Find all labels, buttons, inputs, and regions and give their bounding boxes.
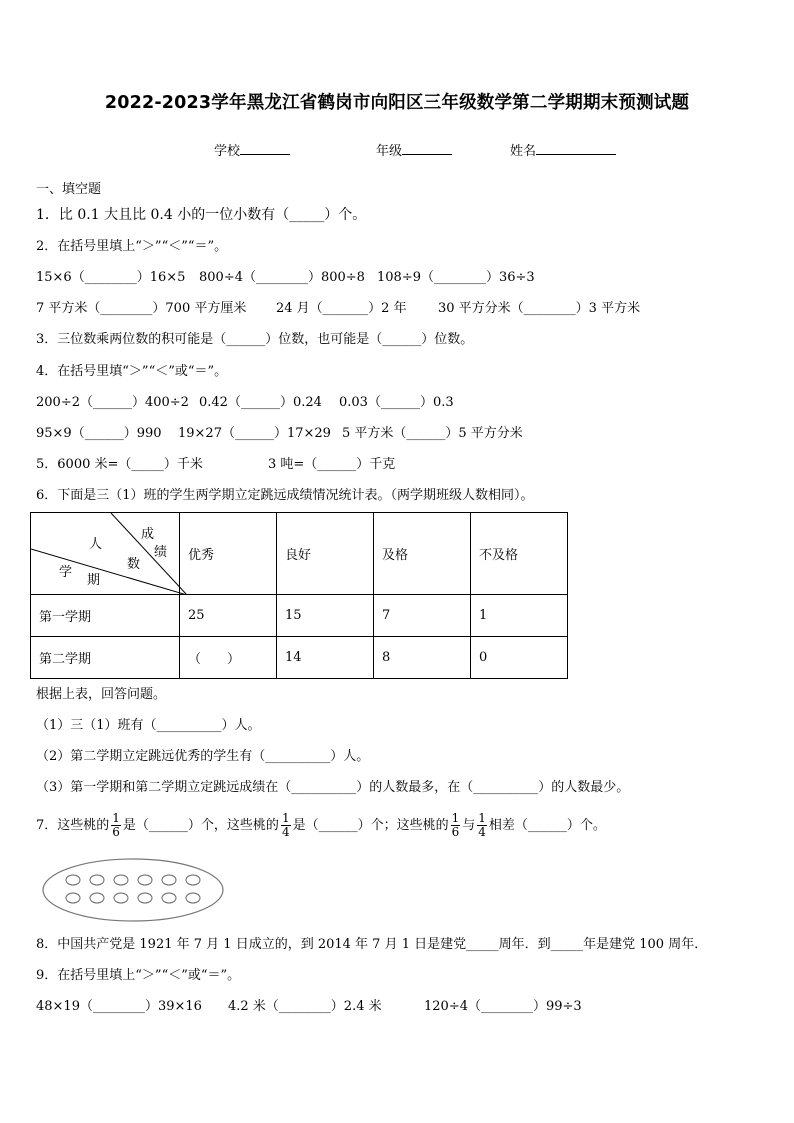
table-cell: 25: [180, 595, 277, 637]
peach-icon: [186, 875, 200, 885]
question-1: 1．比 0.1 大且比 0.4 小的一位小数有（_____）个。: [36, 207, 367, 223]
peach-icon: [90, 893, 104, 903]
question-9-row1-b: 4.2 米（________）2.4 米: [228, 999, 382, 1014]
peach-plate-icon: [43, 859, 223, 921]
diag-qi: 期: [87, 573, 101, 588]
q7-part5: 相差（______）个。: [488, 818, 606, 833]
question-7: [36, 806, 606, 846]
question-4-row1-c: 0.03（______）0.3: [339, 395, 454, 410]
question-4-row1-a: 200÷2（______）400÷2: [36, 395, 189, 410]
school-blank[interactable]: [240, 142, 290, 155]
question-4-row2-a: 95×9（______）990: [36, 426, 162, 441]
page-title: 2022-2023学年黑龙江省鹤岗市向阳区三年级数学第二学期期末预测试题: [104, 93, 690, 113]
peach-icon: [114, 893, 128, 903]
question-4-stem: 4．在括号里填“＞”“＜”或“＝”。: [36, 364, 228, 379]
name-blank[interactable]: [536, 142, 616, 155]
header-pass: 及格: [374, 513, 471, 595]
fraction-one-quarter: $\frac{1}{4}$: [281, 811, 290, 839]
question-6-after: 根据上表，回答问题。: [36, 687, 167, 702]
grade-label: 年级: [376, 144, 403, 159]
fraction-one-quarter-2: $\frac{1}{4}$: [478, 811, 486, 839]
q7-part2: 是（______）个，这些桃的: [122, 818, 279, 833]
question-2-row2-c: 30 平方分米（________）3 平方米: [438, 301, 641, 316]
fraction-one-sixth-2: $\frac{1}{6}$: [451, 811, 460, 839]
q7-part3: 是（______）个；这些桃的: [292, 818, 449, 833]
question-2-row1-c: 108÷9（________）36÷3: [377, 270, 535, 285]
table-header-row: [31, 513, 568, 595]
peach-icon: [138, 893, 152, 903]
question-9-row1-c: 120÷4（________）99÷3: [424, 999, 582, 1014]
question-4-row2-c: 5 平方米（______）5 平方分米: [342, 426, 523, 441]
question-2-row2-a: 7 平方米（________）700 平方厘米: [36, 301, 247, 316]
q7-part4: 与: [462, 818, 476, 833]
grade-field[interactable]: [376, 140, 452, 159]
diag-ren: 人: [89, 537, 103, 552]
score-table: [30, 512, 568, 679]
header-fail: 不及格: [471, 513, 568, 595]
table-cell: 14: [277, 637, 374, 679]
peach-icon: [162, 875, 176, 885]
peach-icon: [66, 875, 80, 885]
peach-icon: [114, 875, 128, 885]
name-label: 姓名: [510, 144, 537, 159]
question-5-a: 5．6000 米=（_____）千米: [36, 457, 203, 472]
question-2-row1-b: 800÷4（________）800÷8: [199, 270, 365, 285]
peach-icon: [90, 875, 104, 885]
table-row: [31, 637, 568, 679]
section-heading: 一、填空题: [36, 182, 102, 197]
peach-icon: [138, 875, 152, 885]
question-9-stem: 9．在括号里填上“＞”“＜”或“＝”。: [36, 968, 241, 983]
question-6-sub3: （3）第一学期和第二学期立定跳远成绩在（__________）的人数最多，在（__________）的人数最少。: [36, 780, 630, 795]
answer-blank-cell[interactable]: （ ）: [180, 637, 277, 679]
question-2-row1-a: 15×6（________）16×5: [36, 270, 186, 285]
diag-shu: 数: [127, 557, 141, 572]
table-cell: 0: [471, 637, 568, 679]
row-label: 第二学期: [31, 637, 180, 679]
question-2-row2-b: 24 月（_______）2 年: [276, 301, 407, 316]
question-3: 3．三位数乘两位数的积可能是（______）位数，也可能是（______）位数。: [36, 332, 474, 347]
table-cell: 8: [374, 637, 471, 679]
table-row: [31, 595, 568, 637]
diag-cheng: 成: [141, 527, 155, 542]
name-field[interactable]: [510, 140, 616, 159]
table-cell: 7: [374, 595, 471, 637]
table-cell: 15: [277, 595, 374, 637]
header-excellent: 优秀: [180, 513, 277, 595]
question-4-row1-b: 0.42（______）0.24: [199, 395, 322, 410]
question-4-row2-b: 19×27（______）17×29: [178, 426, 331, 441]
question-8: 8．中国共产党是 1921 年 7 月 1 日成立的，到 2014 年 7 月 1 日是建党_____周年．到_____年是建党 100 周年．: [36, 937, 708, 952]
question-9-row1-a: 48×19（________）39×16: [36, 999, 202, 1014]
question-5-b: 3 吨=（______）千克: [268, 457, 396, 472]
peaches-illustration: [40, 856, 226, 924]
header-good: 良好: [277, 513, 374, 595]
question-6-sub2: （2）第二学期立定跳远优秀的学生有（__________）人。: [36, 749, 370, 764]
row-label: 第一学期: [31, 595, 180, 637]
school-label: 学校: [214, 144, 241, 159]
question-6-sub1: （1）三（1）班有（__________）人。: [36, 718, 261, 733]
peach-icon: [162, 893, 176, 903]
table-cell: 1: [471, 595, 568, 637]
q7-part1: 7．这些桃的: [36, 818, 110, 833]
school-field[interactable]: [214, 140, 290, 159]
grade-blank[interactable]: [402, 142, 452, 155]
diag-ji: 绩: [154, 545, 168, 560]
fraction-one-sixth: $\frac{1}{6}$: [112, 811, 120, 839]
question-6-stem: 6．下面是三（1）班的学生两学期立定跳远成绩情况统计表。（两学期班级人数相同）。: [36, 488, 534, 503]
question-2-stem: 2．在括号里填上“＞”“＜”“＝”。: [36, 239, 228, 254]
peach-icon: [186, 893, 200, 903]
diag-xue: 学: [59, 565, 73, 580]
diagonal-header-cell: [31, 513, 180, 595]
peach-icon: [66, 893, 80, 903]
